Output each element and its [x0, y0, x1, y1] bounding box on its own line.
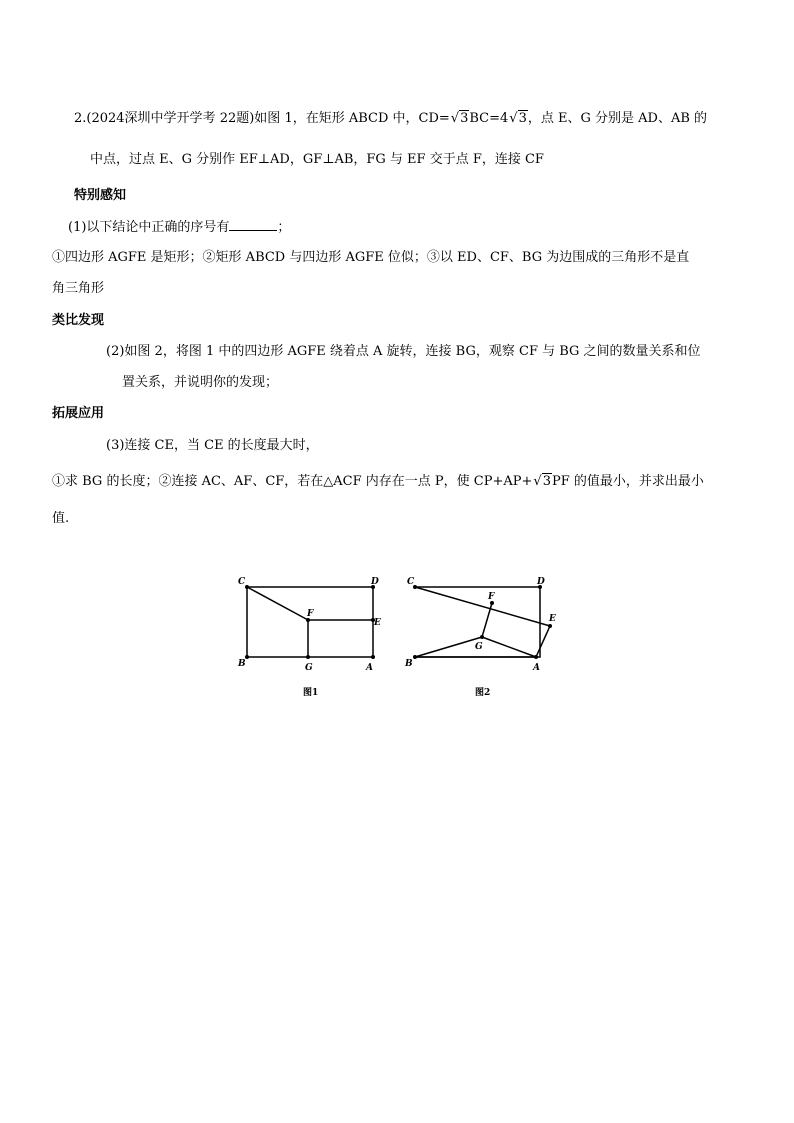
question-3-parts: ①求 BG 的长度；②连接 AC、AF、CF，若在△ACF 内存在一点 P，使 CP+AP+√3PF 的值最小，并求出最小 — [52, 474, 704, 489]
question-2: (2)如图 2，将图 1 中的四边形 AGFE 绕着点 A 旋转，连接 BG，观察 CF 与 BG 之间的数量关系和位 — [106, 344, 701, 359]
point-a — [371, 655, 375, 659]
point-b — [413, 655, 417, 659]
problem-line-2: 中点，过点 E、G 分别作 EF⊥AD，GF⊥AB，FG 与 EF 交于点 F，连接 CF — [90, 152, 544, 167]
problem-line-1 — [74, 110, 707, 128]
question-2-cont: 置关系，并说明你的发现； — [122, 375, 279, 390]
sqrt-symbol: √3 — [533, 474, 551, 489]
label-f: F — [488, 592, 495, 602]
figure-2-caption: 图2 — [475, 688, 491, 698]
figure-2 — [398, 570, 568, 680]
label-e: E — [374, 618, 381, 628]
label-d: D — [371, 577, 379, 587]
answer-blank — [229, 218, 277, 231]
point-g — [306, 655, 310, 659]
label-g: G — [475, 642, 483, 652]
figure-1-caption: 图1 — [303, 688, 319, 698]
label-a: A — [533, 663, 540, 673]
section-heading-2: 类比发现 — [52, 313, 105, 328]
problem-text: BC=4 — [469, 111, 509, 126]
sqrt-symbol: √3 — [509, 111, 527, 126]
label-d: D — [537, 577, 545, 587]
segment-ce — [415, 587, 550, 626]
label-g: G — [305, 663, 313, 673]
label-e: E — [549, 614, 556, 624]
question-3-parts-cont: 值. — [52, 511, 70, 526]
segment-ga — [482, 637, 536, 657]
label-c: C — [407, 577, 415, 587]
question-1-options: ①四边形 AGFE 是矩形；②矩形 ABCD 与四边形 AGFE 位似；③以 ED、CF、BG 为边围成的三角形不是直 — [52, 250, 690, 265]
label-f: F — [307, 609, 314, 619]
label-b: B — [238, 659, 246, 669]
figure-1 — [230, 570, 390, 680]
section-heading-1: 特别感知 — [74, 188, 127, 203]
label-c: C — [238, 577, 246, 587]
point-c — [245, 585, 249, 589]
section-heading-3: 拓展应用 — [52, 406, 105, 421]
point-g — [480, 635, 484, 639]
problem-text: 2.(2024深圳中学开学考 22题)如图 1，在矩形 ABCD 中，CD= — [74, 111, 450, 126]
question-1-options-cont: 角三角形 — [52, 281, 105, 296]
problem-text: ，点 E、G 分别是 AD、AB 的 — [527, 111, 708, 126]
question-3: (3)连接 CE，当 CE 的长度最大时， — [106, 438, 319, 453]
label-a: A — [366, 663, 373, 673]
sqrt-symbol: √3 — [450, 111, 469, 126]
point-e — [548, 624, 552, 628]
point-a — [534, 655, 538, 659]
label-b: B — [405, 659, 413, 669]
segment-bg — [415, 637, 482, 657]
segment-ea — [536, 626, 550, 657]
segment-cf — [247, 587, 308, 620]
question-1: (1)以下结论中正确的序号有 ； — [68, 220, 291, 235]
